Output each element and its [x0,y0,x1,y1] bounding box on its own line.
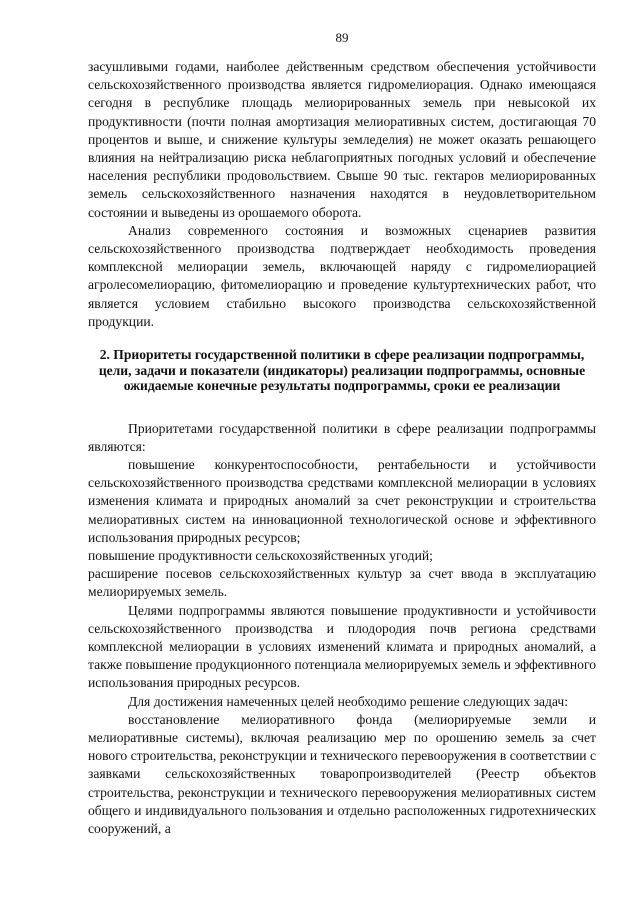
paragraph-continuation: засушливыми годами, наиболее действенным средством обеспечения устойчивости сельскохозяйственного производства является гидромелиорация. Однако имеющаяся сегодня в республике площадь мелиорированных земель при невысокой их продуктивности (почти полная амортизация мелиоративных систем, достигающая 70 процентов и выше, и снижение культуры земледелия) не может оказать решающего влияния на нейтрализацию риска неблагоприятных погодных условий и обеспечение населения республики продовольствием. Свыше 90 тыс. гектаров мелиорированных земель сельскохозяйственного назначения находятся в неудовлетворительном состоянии и выведены из орошаемого оборота. [88,59,596,220]
paragraph-priority-productivity: повышение продуктивности сельскохозяйственных угодий; [88,547,433,563]
section-heading: 2. Приоритеты государственной политики в сфере реализации подпрограммы, цели, задачи и показатели (индикаторы) реализации подпрограммы, основные ожидаемые конечные результаты подпрограммы, сроки ее реализации [98,347,586,394]
paragraph-priority-competitiveness: повышение конкурентоспособности, рентабельности и устойчивости сельскохозяйственного производства средствами комплексной мелиорации в условиях изменения климата и природных аномалий за счет реконструкции и строительства мелиоративных систем на инновационной технологической основе и эффективного использования природных ресурсов; [88,456,596,545]
paragraph-task-restoration: восстановление мелиоративного фонда (мелиорируемые земли и мелиоративные системы), включая реализацию мер по орошению земель за счет нового строительства, реконструкции и технического перевооружения в соответствии с заявками сельскохозяйственных товаропроизводителей (Реестр объектов строительства, реконструкции и технического перевооружения мелиоративных систем общего и индивидуального пользования и отдельно расположенных гидротехнических сооружений, а [88,711,596,837]
paragraph-priorities-intro: Приоритетами государственной политики в сфере реализации подпрограммы являются: [88,420,596,454]
paragraph-tasks-intro: Для достижения намеченных целей необходимо решение следующих задач: [128,693,568,709]
paragraph-goals: Целями подпрограммы являются повышение продуктивности и устойчивости сельскохозяйственного производства и плодородия почв региона средствами комплексной мелиорации в условиях изменений климата и природных аномалий, а также повышение продукционного потенциала мелиорируемых земель и эффективного использования природных ресурсов. [88,602,596,691]
document-page [88,30,596,838]
paragraph-priority-expansion: расширение посевов сельскохозяйственных культур за счет ввода в эксплуатацию мелиорируемых земель. [88,566,596,600]
paragraph-analysis: Анализ современного состояния и возможных сценариев развития сельскохозяйственного производства подтверждает необходимость проведения комплексной мелиорации земель, включающей наряду с гидромелиорацией агролесомелиорацию, фитомелиорацию и проведение культуртехнических работ, что является условием стабильно высокого производства сельскохозяйственной продукции. [88,222,596,329]
page-number: 89 [335,30,349,45]
